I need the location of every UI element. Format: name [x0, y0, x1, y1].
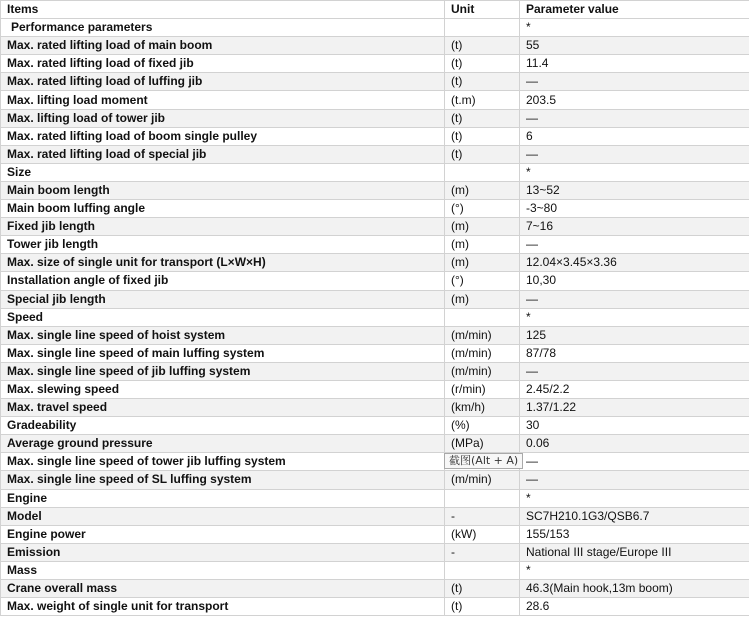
table-row: [1, 471, 749, 489]
table-row: [1, 55, 749, 73]
unit-cell: [445, 561, 520, 579]
table-row: [1, 344, 749, 362]
value-cell: —: [520, 362, 749, 380]
value-cell: —: [520, 453, 749, 471]
table-row: [1, 254, 749, 272]
unit-cell: (t): [445, 73, 520, 91]
unit-cell: [445, 163, 520, 181]
value-cell: —: [520, 236, 749, 254]
item-cell: Special jib length: [1, 290, 445, 308]
value-cell: 6: [520, 127, 749, 145]
value-cell: 30: [520, 417, 749, 435]
value-cell: —: [520, 109, 749, 127]
unit-cell: (r/min): [445, 380, 520, 398]
unit-cell: (t): [445, 127, 520, 145]
item-cell: Max. slewing speed: [1, 380, 445, 398]
value-cell: *: [520, 308, 749, 326]
value-cell: 28.6: [520, 598, 749, 616]
item-cell: Engine power: [1, 525, 445, 543]
unit-cell: [445, 489, 520, 507]
value-cell: 87/78: [520, 344, 749, 362]
value-cell: —: [520, 290, 749, 308]
table-row: [1, 580, 749, 598]
item-cell: Fixed jib length: [1, 218, 445, 236]
unit-cell: (MPa): [445, 435, 520, 453]
value-cell: SC7H210.1G3/QSB6.7: [520, 507, 749, 525]
table-row: [1, 200, 749, 218]
unit-cell: (°): [445, 200, 520, 218]
item-cell: Max. rated lifting load of boom single pulley: [1, 127, 445, 145]
table-row: [1, 109, 749, 127]
unit-cell: (t): [445, 109, 520, 127]
value-cell: *: [520, 561, 749, 579]
item-cell: Max. single line speed of hoist system: [1, 326, 445, 344]
value-cell: 1.37/1.22: [520, 399, 749, 417]
table-row: [1, 543, 749, 561]
section-row: [1, 561, 749, 579]
value-cell: 13~52: [520, 181, 749, 199]
table-row: [1, 218, 749, 236]
value-cell: 46.3(Main hook,13m boom): [520, 580, 749, 598]
value-cell: 2.45/2.2: [520, 380, 749, 398]
value-cell: *: [520, 163, 749, 181]
table-row: [1, 272, 749, 290]
unit-cell: (°): [445, 272, 520, 290]
item-cell: Max. single line speed of SL luffing system: [1, 471, 445, 489]
table-row: [1, 91, 749, 109]
unit-cell: (m/min): [445, 344, 520, 362]
table-row: [1, 380, 749, 398]
table-row: [1, 326, 749, 344]
value-cell: 55: [520, 37, 749, 55]
item-cell: Max. single line speed of main luffing system: [1, 344, 445, 362]
table-row: [1, 525, 749, 543]
table-row: [1, 145, 749, 163]
table-row: [1, 507, 749, 525]
unit-cell: (t.m): [445, 91, 520, 109]
item-cell: Max. rated lifting load of luffing jib: [1, 73, 445, 91]
unit-cell: (m/min): [445, 471, 520, 489]
unit-cell: (t): [445, 37, 520, 55]
unit-cell: (t): [445, 580, 520, 598]
unit-cell: (m/min): [445, 326, 520, 344]
item-cell: Max. travel speed: [1, 399, 445, 417]
item-cell: Average ground pressure: [1, 435, 445, 453]
value-cell: 203.5: [520, 91, 749, 109]
table-row: [1, 37, 749, 55]
value-cell: 155/153: [520, 525, 749, 543]
unit-cell: [445, 19, 520, 37]
value-cell: *: [520, 489, 749, 507]
unit-cell: (m): [445, 218, 520, 236]
value-cell: *: [520, 19, 749, 37]
item-cell: Gradeability: [1, 417, 445, 435]
item-cell: Max. single line speed of jib luffing system: [1, 362, 445, 380]
unit-cell: (m/min): [445, 362, 520, 380]
unit-cell: (m): [445, 254, 520, 272]
unit-cell: (m): [445, 290, 520, 308]
table-row: [1, 290, 749, 308]
item-cell: Mass: [1, 561, 445, 579]
unit-cell: (kW): [445, 525, 520, 543]
item-cell: Model: [1, 507, 445, 525]
table-header-row: [1, 1, 749, 19]
item-cell: Max. weight of single unit for transport: [1, 598, 445, 616]
table-row: [1, 399, 749, 417]
header-parameter-value: Parameter value: [520, 1, 749, 19]
item-cell: Crane overall mass: [1, 580, 445, 598]
item-cell: Max. lifting load moment: [1, 91, 445, 109]
table-row: [1, 362, 749, 380]
value-cell: —: [520, 145, 749, 163]
item-cell: Max. rated lifting load of main boom: [1, 37, 445, 55]
value-cell: 0.06: [520, 435, 749, 453]
value-cell: —: [520, 471, 749, 489]
header-unit: Unit: [445, 1, 520, 19]
item-cell: Engine: [1, 489, 445, 507]
item-cell: Max. lifting load of tower jib: [1, 109, 445, 127]
value-cell: -3~80: [520, 200, 749, 218]
unit-cell: -: [445, 507, 520, 525]
item-cell: Main boom luffing angle: [1, 200, 445, 218]
unit-cell: (m): [445, 236, 520, 254]
section-row: [1, 308, 749, 326]
screenshot-tooltip: 截图(Alt + A): [444, 453, 523, 469]
item-cell: Performance parameters: [1, 19, 445, 37]
table-row: [1, 453, 749, 471]
table-row: [1, 236, 749, 254]
value-cell: 125: [520, 326, 749, 344]
unit-cell: [445, 308, 520, 326]
unit-cell: (%): [445, 417, 520, 435]
table-row: [1, 181, 749, 199]
item-cell: Tower jib length: [1, 236, 445, 254]
unit-cell: (t): [445, 145, 520, 163]
item-cell: Speed: [1, 308, 445, 326]
value-cell: 7~16: [520, 218, 749, 236]
value-cell: 11.4: [520, 55, 749, 73]
unit-cell: (t): [445, 55, 520, 73]
item-cell: Main boom length: [1, 181, 445, 199]
value-cell: 12.04×3.45×3.36: [520, 254, 749, 272]
item-cell: Size: [1, 163, 445, 181]
unit-cell: (t): [445, 598, 520, 616]
table-row: [1, 598, 749, 616]
header-items: Items: [1, 1, 445, 19]
item-cell: Max. rated lifting load of special jib: [1, 145, 445, 163]
item-cell: Max. size of single unit for transport (L×W×H): [1, 254, 445, 272]
section-row: [1, 163, 749, 181]
item-cell: Installation angle of fixed jib: [1, 272, 445, 290]
table-row: [1, 417, 749, 435]
item-cell: Emission: [1, 543, 445, 561]
section-row: [1, 19, 749, 37]
table-row: [1, 435, 749, 453]
section-row: [1, 489, 749, 507]
unit-cell: (km/h): [445, 399, 520, 417]
value-cell: National III stage/Europe III: [520, 543, 749, 561]
table-row: [1, 73, 749, 91]
value-cell: 10,30: [520, 272, 749, 290]
value-cell: —: [520, 73, 749, 91]
unit-cell: -: [445, 543, 520, 561]
table-row: [1, 127, 749, 145]
item-cell: Max. rated lifting load of fixed jib: [1, 55, 445, 73]
item-cell: Max. single line speed of tower jib luffing system: [1, 453, 445, 471]
unit-cell: (m): [445, 181, 520, 199]
